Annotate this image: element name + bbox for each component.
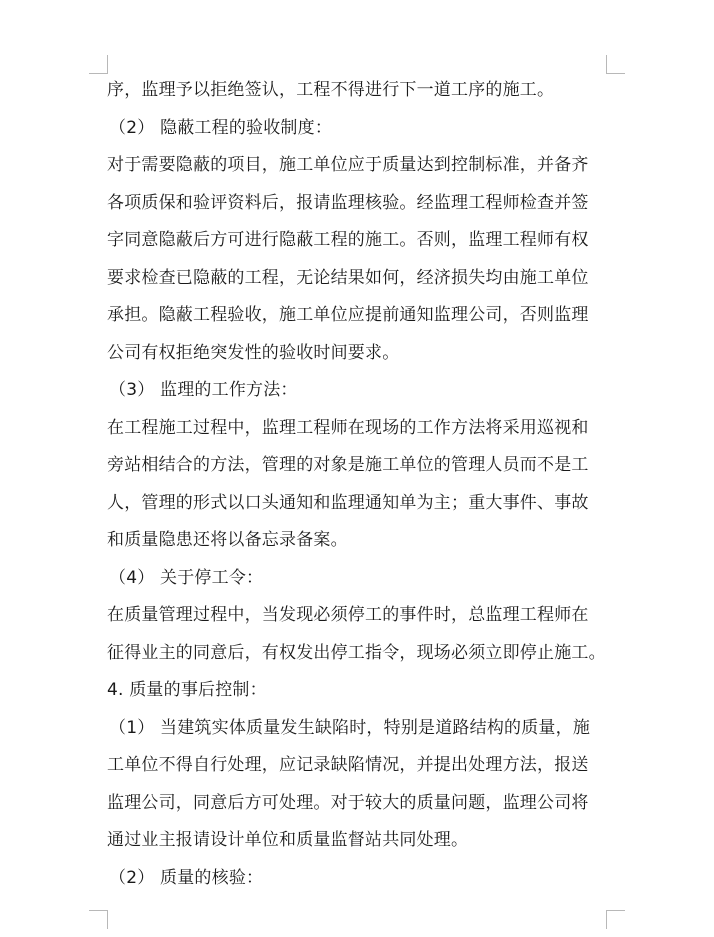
paragraph-line: 工单位不得自行处理，应记录缺陷情况，并提出处理方法，报送 [107, 755, 589, 775]
crop-mark-top-right [606, 55, 625, 74]
paragraph-line: 序，监理予以拒绝签认，工程不得进行下一道工序的施工。 [107, 80, 555, 100]
paragraph-line: 人，管理的形式以口头通知和监理通知单为主；重大事件、事故 [107, 492, 589, 513]
section-heading: （2） 隐蔽工程的验收制度： [109, 117, 333, 138]
section-heading: 4. 质量的事后控制： [107, 680, 267, 700]
paragraph-line: 监理公司，同意后方可处理。对于较大的质量问题，监理公司将 [107, 792, 589, 813]
paragraph-line: 和质量隐患还将以备忘录备案。 [107, 530, 348, 550]
paragraph-line: 公司有权拒绝突发性的验收时间要求。 [107, 342, 400, 363]
paragraph-line: 要求检查已隐蔽的工程，无论结果如何，经济损失均由施工单位 [107, 267, 589, 288]
paragraph-line: 通过业主报请设计单位和质量监督站共同处理。 [107, 830, 469, 850]
paragraph-line: （1） 当建筑实体质量发生缺陷时，特别是道路结构的质量，施 [109, 717, 591, 738]
paragraph-line: 承担。隐蔽工程验收，施工单位应提前通知监理公司，否则监理 [107, 305, 589, 325]
section-heading: （3） 监理的工作方法： [109, 380, 298, 400]
paragraph-line: 在工程施工过程中，监理工程师在现场的工作方法将采用巡视和 [107, 417, 589, 438]
paragraph-line: 在质量管理过程中，当发现必须停工的事件时，总监理工程师在 [107, 605, 589, 625]
section-heading: （4） 关于停工令： [109, 567, 264, 588]
crop-mark-top-left [89, 55, 108, 74]
paragraph-line: 对于需要隐蔽的项目，施工单位应于质量达到控制标准，并备齐 [107, 155, 589, 175]
crop-mark-bottom-right [606, 910, 625, 929]
paragraph-line: 各项质保和验评资料后，报请监理核验。经监理工程师检查并签 [107, 192, 589, 213]
crop-mark-bottom-left [89, 910, 108, 929]
paragraph-line: 旁站相结合的方法，管理的对象是施工单位的管理人员而不是工 [107, 455, 589, 475]
paragraph-line: 字同意隐蔽后方可进行隐蔽工程的施工。否则，监理工程师有权 [107, 230, 589, 250]
section-heading: （2） 质量的核验： [109, 867, 264, 888]
document-body [107, 72, 607, 897]
paragraph-line: 征得业主的同意后，有权发出停工指令，现场必须立即停止施工。 [107, 642, 606, 663]
